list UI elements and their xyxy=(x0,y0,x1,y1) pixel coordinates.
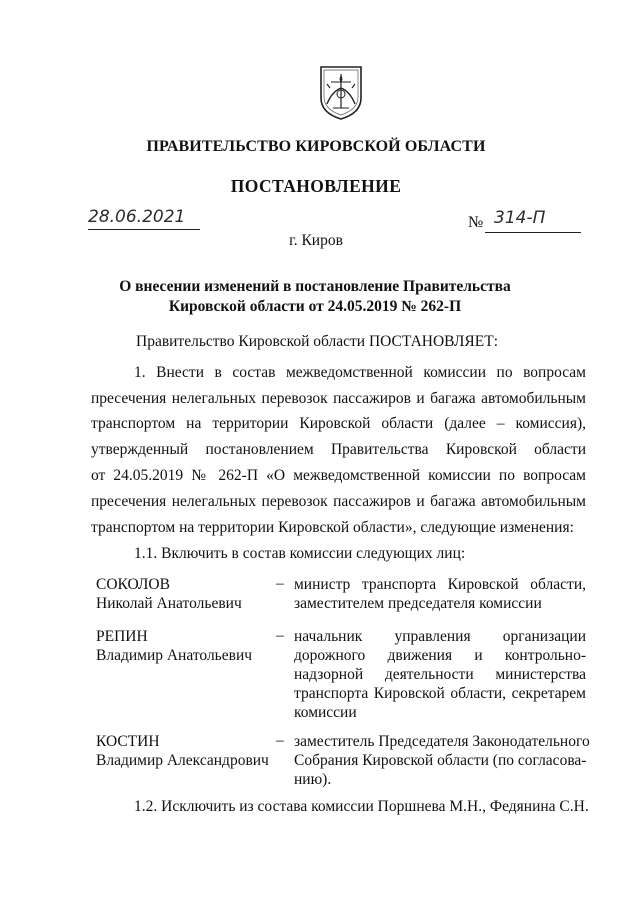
member-given-name: Николай Анатольевич xyxy=(96,595,242,612)
subject-line: О внесении изменений в постановление Правительства xyxy=(119,278,511,295)
member-name xyxy=(96,627,252,665)
paragraph-line: от 24.05.2019 № 262-П «О межведомственной комиссии по вопросам xyxy=(91,467,586,484)
role-line: заместитель Председателя Законодательного xyxy=(294,733,590,750)
role-line: министр транспорта Кировской области, xyxy=(294,576,586,593)
subparagraph-1-2: 1.2. Исключить из состава комиссии Поршнева М.Н., Федянина С.Н. xyxy=(134,798,589,815)
member-role xyxy=(294,575,586,613)
paragraph-line: транспортом на территории Кировской области», следующие изменения: xyxy=(91,519,574,536)
city: г. Киров xyxy=(289,232,343,249)
role-line: комиссии xyxy=(294,704,357,721)
date-underline xyxy=(88,229,200,230)
role-line: начальник управления организации xyxy=(294,628,586,645)
member-surname: РЕПИН xyxy=(96,628,148,645)
member-dash: – xyxy=(276,575,284,592)
role-line: транспорта Кировской области, секретарем xyxy=(294,685,586,702)
paragraph-line: пресечения нелегальных перевозок пассажиров и багажа автомобильным xyxy=(91,390,586,407)
member-dash: – xyxy=(276,627,284,644)
intro-paragraph: Правительство Кировской области ПОСТАНОВЛЯЕТ: xyxy=(136,333,499,350)
role-line: надзорной деятельности министерства xyxy=(294,666,586,683)
member-name xyxy=(96,732,269,770)
paragraph-line: утвержденный постановлением Правительства Кировской области xyxy=(91,441,586,458)
paragraph-line: транспортом на территории Кировской области (далее – комиссия), xyxy=(91,415,586,432)
number-label: № xyxy=(468,214,484,231)
paragraph-line: 1. Внести в состав межведомственной комиссии по вопросам xyxy=(134,364,586,381)
paragraph-line: пресечения нелегальных перевозок пассажиров и багажа автомобильным xyxy=(91,493,586,510)
role-line: нию). xyxy=(294,771,332,788)
coat-of-arms-icon xyxy=(318,64,364,120)
role-line: дорожного движения и контрольно- xyxy=(294,647,586,664)
role-line: Собрания Кировской области (по согласова- xyxy=(294,752,587,769)
subparagraph-1-1: 1.1. Включить в состав комиссии следующих лиц: xyxy=(134,545,466,562)
role-line: заместителем председателя комиссии xyxy=(294,595,542,612)
member-surname: КОСТИН xyxy=(96,733,160,750)
member-dash: – xyxy=(276,732,284,749)
document-subject xyxy=(100,277,530,317)
member-role xyxy=(294,732,590,789)
member-role xyxy=(294,627,586,722)
member-given-name: Владимир Александрович xyxy=(96,752,269,769)
subject-line: Кировской области от 24.05.2019 № 262-П xyxy=(168,298,462,315)
member-given-name: Владимир Анатольевич xyxy=(96,647,253,664)
member-name xyxy=(96,575,242,613)
document-date: 28.06.2021 xyxy=(88,207,186,227)
document-type: ПОСТАНОВЛЕНИЕ xyxy=(230,176,402,196)
member-surname: СОКОЛОВ xyxy=(96,576,170,593)
government-title: ПРАВИТЕЛЬСТВО КИРОВСКОЙ ОБЛАСТИ xyxy=(146,138,486,155)
document-number: 314-П xyxy=(494,208,546,228)
